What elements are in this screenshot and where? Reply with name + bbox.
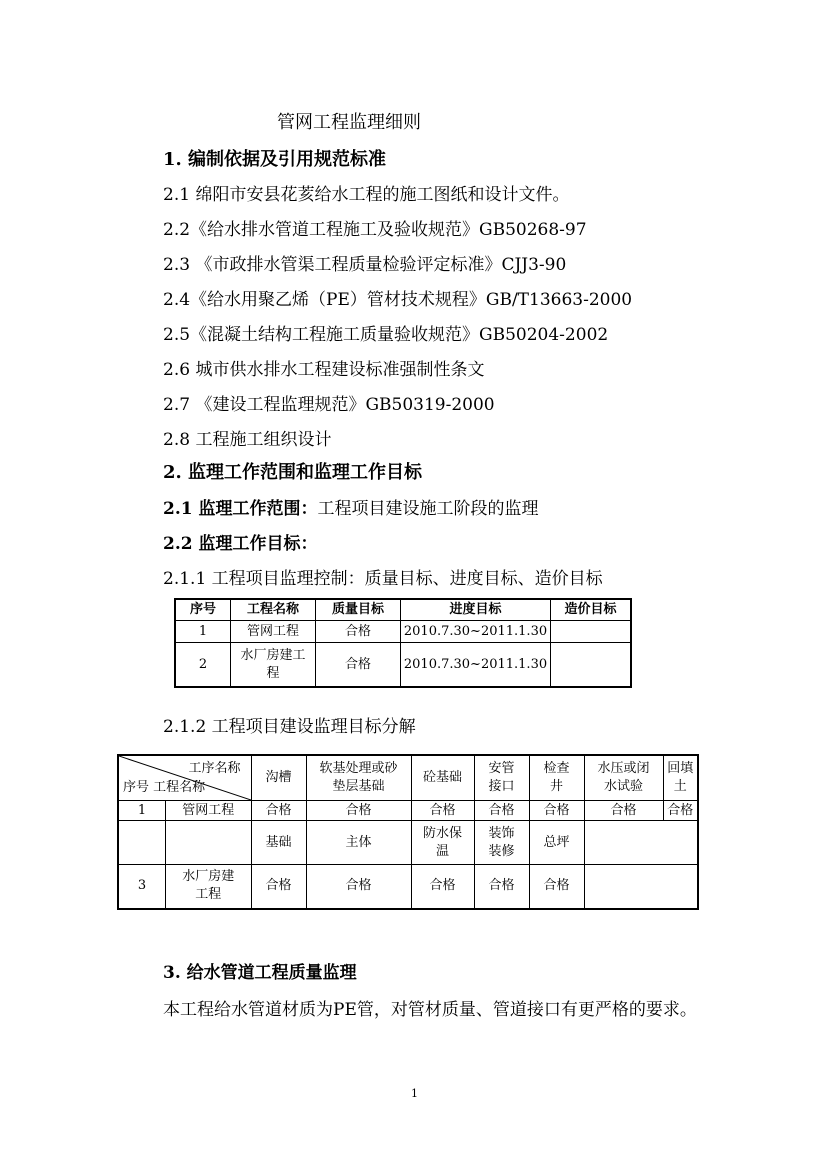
table-cell xyxy=(584,865,698,909)
table-cell: 合格 xyxy=(306,865,411,909)
table-cell: 2010.7.30~2011.1.30 xyxy=(401,621,551,643)
column-header: 沟槽 xyxy=(251,755,306,801)
table-header: 质量目标 xyxy=(316,599,401,621)
table-row xyxy=(175,643,631,688)
table-cell xyxy=(551,621,632,643)
table-cell: 合格 xyxy=(474,801,529,821)
table-cell: 1 xyxy=(175,621,231,643)
table-cell: 合格 xyxy=(251,801,306,821)
column-header: 砼基础 xyxy=(411,755,474,801)
page-title: 管网工程监理细则 xyxy=(277,112,421,133)
reference-item: 2.4《给水用聚乙烯（PE）管材技术规程》GB/T13663-2000 xyxy=(163,290,633,310)
reference-item: 2.8 工程施工组织设计 xyxy=(163,430,332,450)
table-row xyxy=(118,801,698,821)
diagonal-header-cell xyxy=(118,755,251,801)
scope-line xyxy=(163,494,539,519)
table-cell xyxy=(166,821,252,865)
table-row xyxy=(118,865,698,909)
table-cell: 合格 xyxy=(251,865,306,909)
table-cell xyxy=(584,821,698,865)
table-cell: 合格 xyxy=(411,801,474,821)
table-cell: 管网工程 xyxy=(231,621,316,643)
column-header: 回填土 xyxy=(663,755,698,801)
table-cell: 水厂房建工程 xyxy=(166,865,252,909)
section1-heading: 1. 编制依据及引用规范标准 xyxy=(163,149,387,170)
scope-text: 工程项目建设施工阶段的监理 xyxy=(317,499,539,519)
table-row xyxy=(175,621,631,643)
table-cell: 2 xyxy=(175,643,231,688)
table-cell: 合格 xyxy=(316,621,401,643)
table-cell: 合格 xyxy=(584,801,663,821)
table-header: 序号 xyxy=(175,599,231,621)
table-cell: 合格 xyxy=(306,801,411,821)
scope-label: 2.1 监理工作范围： xyxy=(163,499,318,519)
table-header: 进度目标 xyxy=(401,599,551,621)
table-cell: 基础 xyxy=(251,821,306,865)
table-row xyxy=(118,821,698,865)
table-cell: 合格 xyxy=(529,801,584,821)
reference-item: 2.1 绵阳市安县花荄给水工程的施工图纸和设计文件。 xyxy=(163,185,570,205)
reference-item: 2.5《混凝土结构工程施工质量验收规范》GB50204-2002 xyxy=(163,325,609,345)
table-cell: 主体 xyxy=(306,821,411,865)
subsection-2-1-2: 2.1.2 工程项目建设监理目标分解 xyxy=(163,717,416,737)
table-cell: 装饰装修 xyxy=(474,821,529,865)
table-cell: 管网工程 xyxy=(166,801,252,821)
corner-label-top: 工序名称 xyxy=(188,761,241,776)
table-cell: 总坪 xyxy=(529,821,584,865)
table-cell: 2010.7.30~2011.1.30 xyxy=(401,643,551,688)
table-cell xyxy=(118,821,166,865)
column-header: 检查井 xyxy=(529,755,584,801)
table-cell xyxy=(551,643,632,688)
column-header: 水压或闭水试验 xyxy=(584,755,663,801)
reference-item: 2.6 城市供水排水工程建设标准强制性条文 xyxy=(163,360,485,380)
section3-heading: 3. 给水管道工程质量监理 xyxy=(163,963,357,983)
column-header: 软基处理或砂垫层基础 xyxy=(306,755,411,801)
table-cell: 水厂房建工程 xyxy=(231,643,316,688)
table-cell: 合格 xyxy=(474,865,529,909)
corner-label-bottom: 序号 工程名称 xyxy=(123,780,206,795)
reference-item: 2.3 《市政排水管渠工程质量检验评定标准》CJJ3-90 xyxy=(163,255,567,275)
table-cell: 3 xyxy=(118,865,166,909)
table-cell: 防水保温 xyxy=(411,821,474,865)
table-header: 工程名称 xyxy=(231,599,316,621)
table-cell: 合格 xyxy=(316,643,401,688)
table-cell: 合格 xyxy=(529,865,584,909)
section3-paragraph: 本工程给水管道材质为PE管，对管材质量、管道接口有更严格的要求。 xyxy=(163,1000,697,1020)
reference-item: 2.7 《建设工程监理规范》GB50319-2000 xyxy=(163,395,495,415)
column-header: 安管接口 xyxy=(474,755,529,801)
table-header: 造价目标 xyxy=(551,599,632,621)
table-cell: 1 xyxy=(118,801,166,821)
subsection-2-1-1: 2.1.1 工程项目监理控制：质量目标、进度目标、造价目标 xyxy=(163,569,603,589)
goal-label: 2.2 监理工作目标： xyxy=(163,534,318,554)
breakdown-table xyxy=(117,754,699,910)
table-cell: 合格 xyxy=(663,801,698,821)
goal-table xyxy=(174,598,632,688)
page-number: 1 xyxy=(411,1087,418,1100)
reference-item: 2.2《给水排水管道工程施工及验收规范》GB50268-97 xyxy=(163,220,587,240)
section2-heading: 2. 监理工作范围和监理工作目标 xyxy=(163,462,423,483)
table-cell: 合格 xyxy=(411,865,474,909)
